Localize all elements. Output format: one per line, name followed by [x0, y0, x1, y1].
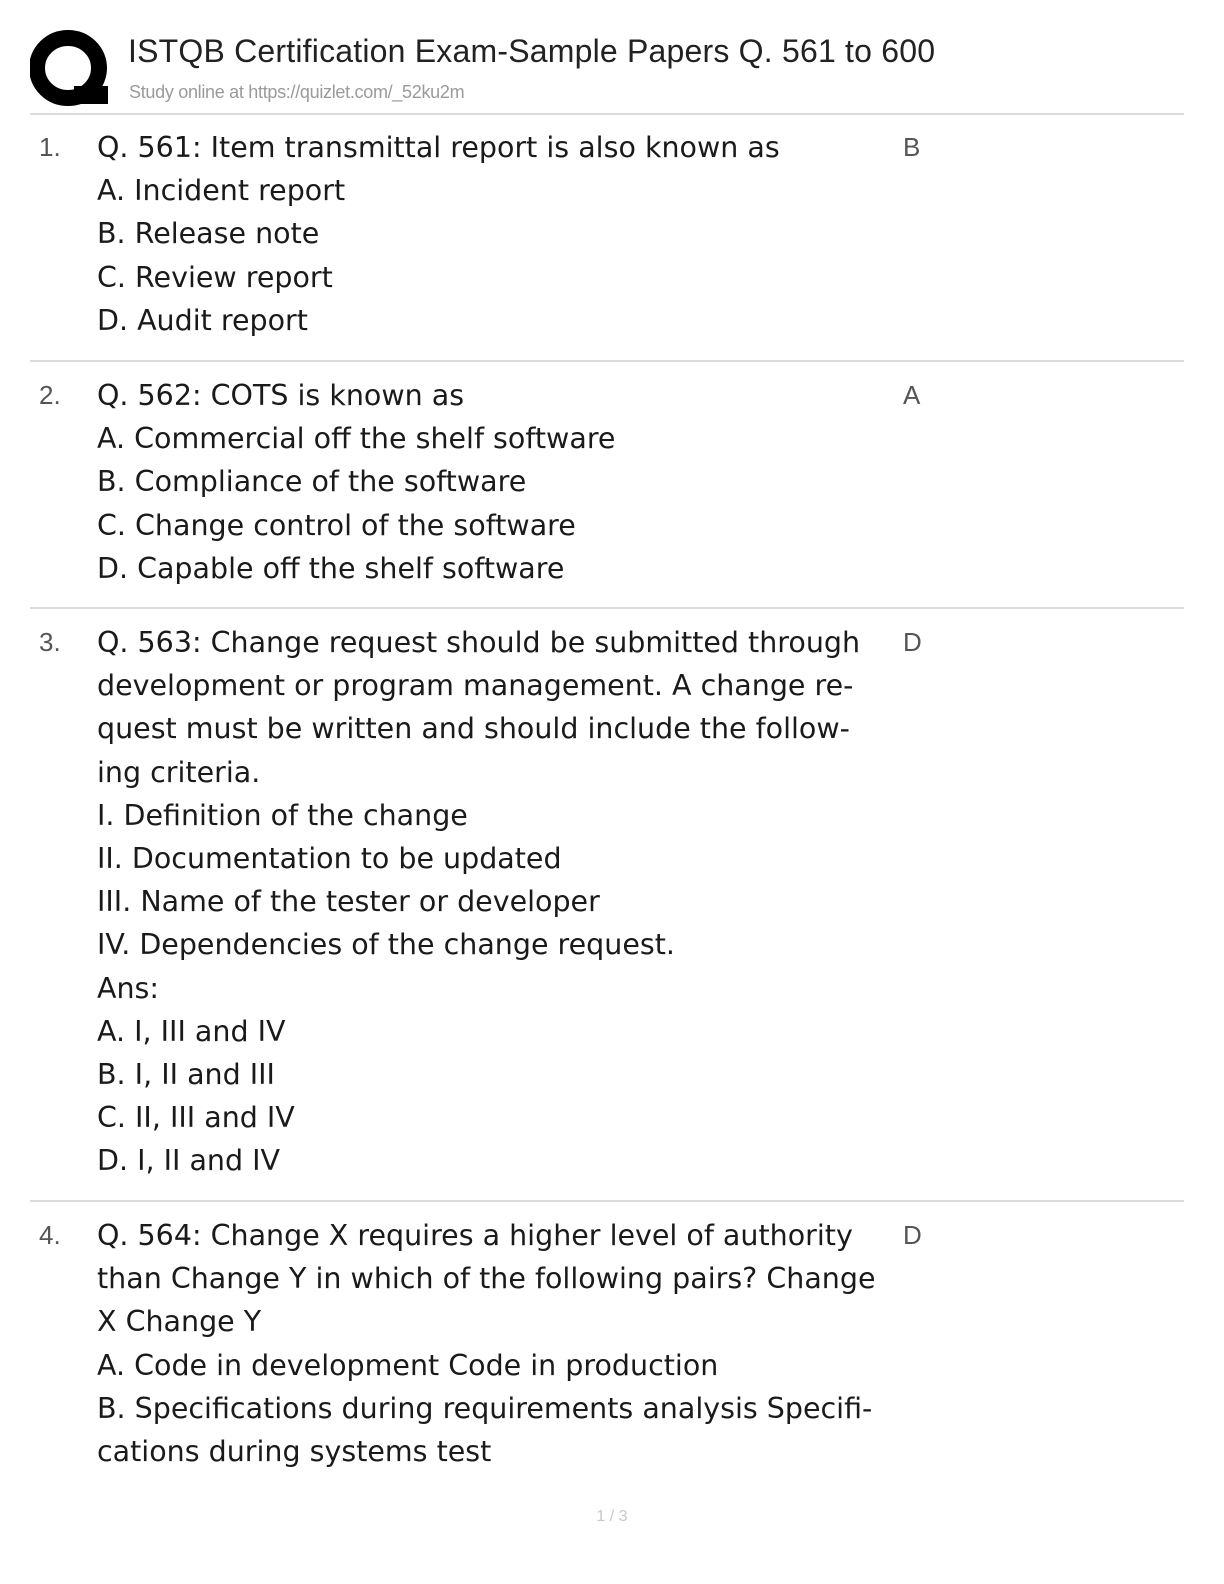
option-line: D. Audit report	[97, 303, 308, 337]
option-line: D. Capable off the shelf software	[97, 551, 565, 585]
card-answer: D	[903, 1220, 922, 1250]
card-divider	[30, 1200, 1184, 1202]
card-answer: A	[903, 380, 921, 410]
page-header	[0, 0, 1224, 114]
option-line: A. I, III and IV	[97, 1014, 286, 1048]
card-answer: D	[903, 627, 922, 657]
question-line: than Change Y in which of the following pairs? Change	[97, 1262, 876, 1296]
card-answer: B	[903, 132, 921, 162]
card-number: 2.	[39, 380, 61, 410]
page-title: ISTQB Certification Exam-Sample Papers Q. 561 to 600	[128, 33, 936, 69]
criteria-line: I. Definition of the change	[97, 798, 468, 832]
option-line: B. Specifications during requirements analysis Specifi-	[97, 1391, 873, 1425]
card-number: 1.	[39, 132, 61, 162]
question-line: Q. 564: Change X requires a higher level of authority	[97, 1219, 853, 1252]
criteria-line: IV. Dependencies of the change request.	[97, 928, 675, 962]
option-line: B. Release note	[97, 217, 320, 251]
quizlet-logo-icon	[30, 30, 110, 108]
question-line: Q. 563: Change request should be submitted through	[97, 626, 861, 659]
question-line: ing criteria.	[97, 755, 261, 789]
option-line: A. Commercial off the shelf software	[97, 422, 616, 456]
card-question	[97, 1214, 897, 1473]
question-line: development or program management. A change re-	[97, 669, 854, 703]
question-line: X Change Y	[97, 1305, 262, 1339]
study-online-link[interactable]: Study online at https://quizlet.com/_52ku2m	[129, 82, 465, 102]
criteria-line: II. Documentation to be updated	[97, 841, 562, 875]
card-divider	[30, 360, 1184, 362]
question-line: Q. 562: COTS is known as	[97, 379, 465, 412]
card-divider	[30, 607, 1184, 609]
ans-label: Ans:	[97, 971, 160, 1005]
criteria-line: III. Name of the tester or developer	[97, 885, 600, 919]
page-number: 1 / 3	[596, 1508, 628, 1525]
card-number: 3.	[39, 627, 61, 657]
header-divider	[30, 113, 1184, 115]
option-line: C. Review report	[97, 260, 333, 294]
question-line: quest must be written and should include the follow-	[97, 712, 850, 746]
card-question	[97, 621, 897, 1182]
option-line: cations during systems test	[97, 1434, 492, 1468]
option-line: C. II, III and IV	[97, 1101, 295, 1135]
option-line: D. I, II and IV	[97, 1144, 281, 1178]
option-line: A. Code in development Code in production	[97, 1348, 719, 1382]
option-line: B. Compliance of the software	[97, 465, 527, 499]
card-number: 4.	[39, 1220, 61, 1250]
question-line: Q. 561: Item transmittal report is also known as	[97, 131, 780, 164]
card-question	[97, 126, 897, 342]
option-line: A. Incident report	[97, 174, 346, 208]
option-line: C. Change control of the software	[97, 508, 576, 542]
option-line: B. I, II and III	[97, 1057, 275, 1091]
card-question	[97, 374, 897, 590]
